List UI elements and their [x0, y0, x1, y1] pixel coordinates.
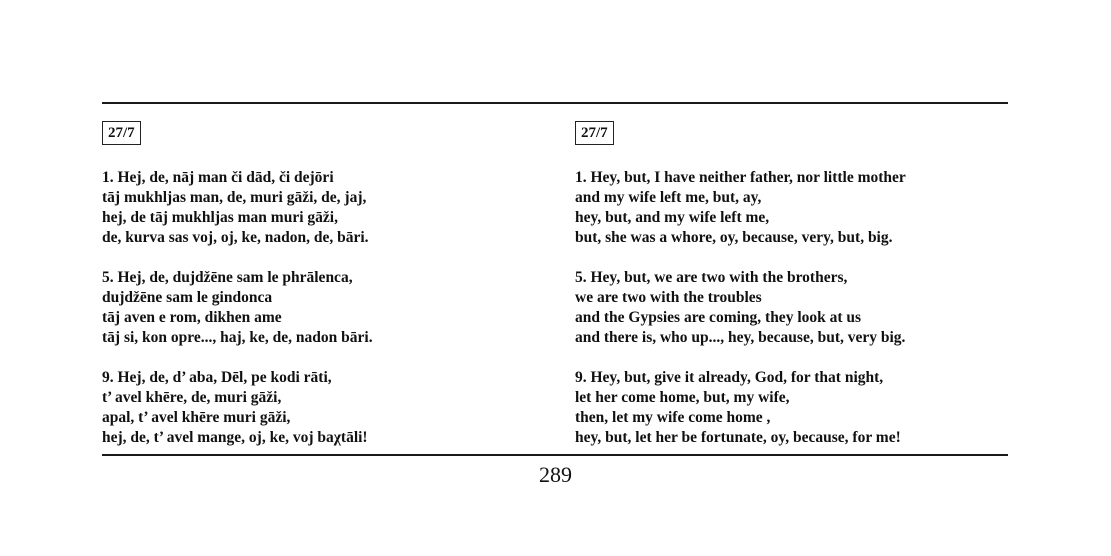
verse-line: we are two with the troubles: [575, 289, 762, 306]
stanza-1: [575, 168, 1005, 248]
verse-line: hey, but, let her be fortunate, oy, because, for me!: [575, 429, 901, 446]
stanza-9: [102, 368, 542, 448]
stanza-9: [575, 368, 1005, 448]
verse-line: 5. Hej, de, dujdžēne sam le phrālenca,: [102, 269, 353, 286]
romani-column: [102, 121, 542, 468]
verse-line: and the Gypsies are coming, they look at us: [575, 309, 862, 326]
page-number: 289: [539, 462, 572, 487]
stanza-5: [575, 268, 1005, 348]
verse-line: 1. Hej, de, nāj man či dād, či dejōri: [102, 169, 334, 186]
verse-line: then, let my wife come home ,: [575, 409, 771, 426]
verse-line: let her come home, but, my wife,: [575, 389, 790, 406]
song-number-label: 27/7: [575, 121, 614, 145]
verse-line: hej, de tāj mukhljas man muri gāži,: [102, 209, 338, 226]
verse-line: hey, but, and my wife left me,: [575, 209, 770, 226]
verse-line: hej, de, t’ avel mange, oj, ke, voj baχtāli!: [102, 429, 368, 446]
english-stanzas: [575, 168, 1005, 448]
stanza-1: [102, 168, 542, 248]
verse-line: de, kurva sas voj, oj, ke, nadon, de, bāri.: [102, 229, 369, 246]
bottom-rule: [102, 454, 1008, 456]
top-rule: [102, 102, 1008, 104]
verse-line: 9. Hej, de, d’ aba, Dēl, pe kodi rāti,: [102, 369, 332, 386]
song-number-label: 27/7: [102, 121, 141, 145]
verse-line: dujdžēne sam le gindonca: [102, 289, 273, 306]
verse-line: tāj si, kon opre..., haj, ke, de, nadon bāri.: [102, 329, 373, 346]
romani-stanzas: [102, 168, 542, 448]
verse-line: 1. Hey, but, I have neither father, nor little mother: [575, 169, 906, 186]
english-column: [575, 121, 1005, 468]
verse-line: tāj aven e rom, dikhen ame: [102, 309, 282, 326]
stanza-5: [102, 268, 542, 348]
verse-line: t’ avel khēre, de, muri gāži,: [102, 389, 282, 406]
verse-line: and my wife left me, but, ay,: [575, 189, 762, 206]
verse-line: tāj mukhljas man, de, muri gāži, de, jaj,: [102, 189, 367, 206]
verse-line: apal, t’ avel khēre muri gāži,: [102, 409, 291, 426]
verse-line: 5. Hey, but, we are two with the brothers,: [575, 269, 848, 286]
verse-line: but, she was a whore, oy, because, very, but, big.: [575, 229, 893, 246]
verse-line: 9. Hey, but, give it already, God, for that night,: [575, 369, 884, 386]
verse-line: and there is, who up..., hey, because, but, very big.: [575, 329, 906, 346]
